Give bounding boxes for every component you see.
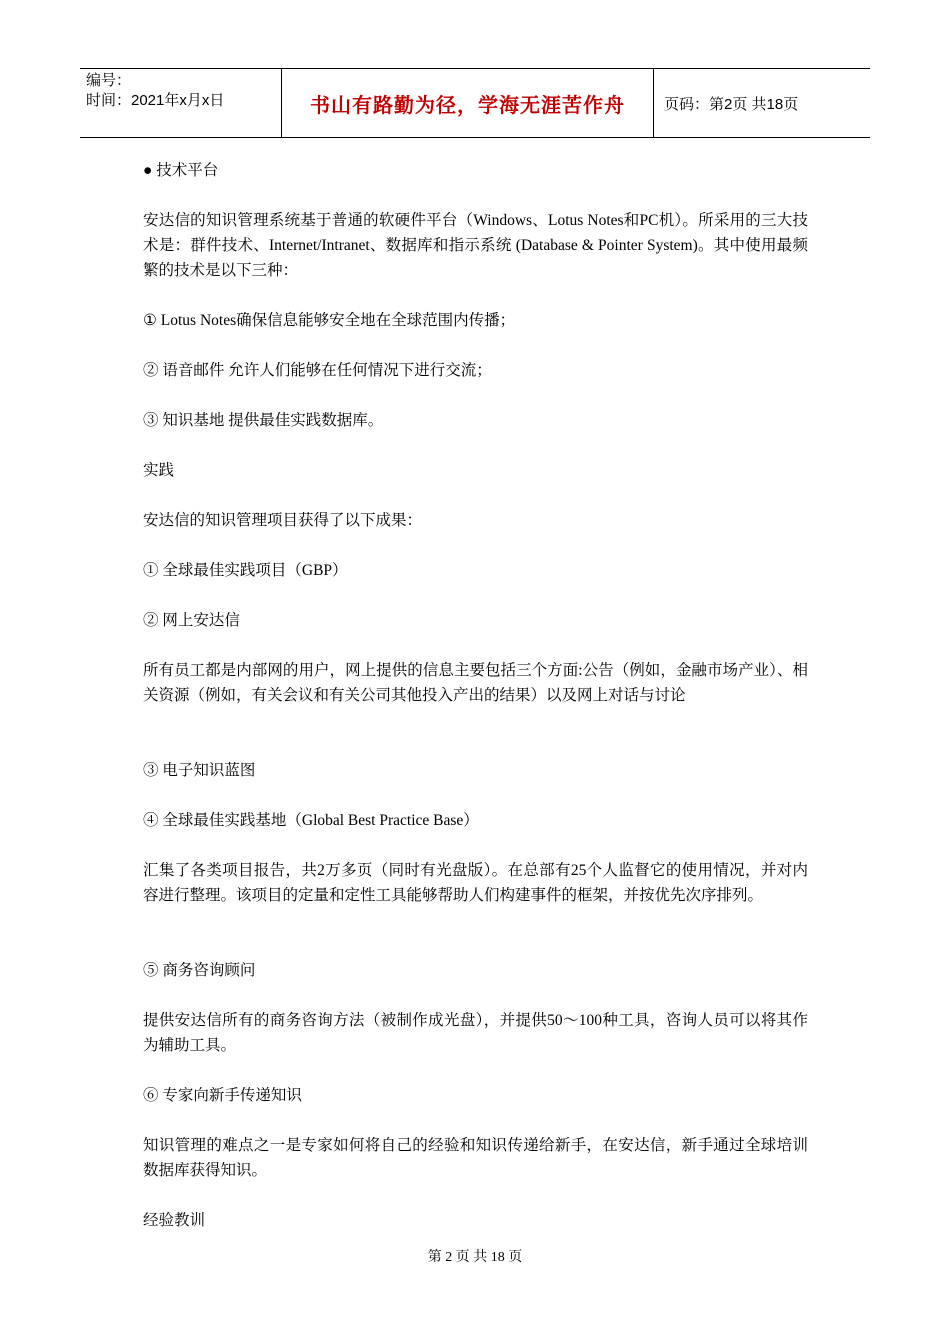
document-date-label: 时间：2021年x月x日 [86,92,225,109]
list-item-gbp: ① 全球最佳实践项目（GBP） [143,562,348,579]
paragraph-intranet-users: 所有员工都是内部网的用户，网上提供的信息主要包括三个方面:公告（例如，金融市场产业）、相关资源（例如，有关会议和有关公司其他投入产出的结果）以及网上对话与讨论 [143,662,808,704]
section-heading-tech-platform: ● 技术平台 [143,162,219,179]
list-item-online-andersen: ② 网上安达信 [143,612,240,629]
list-item-global-best-practice-base: ④ 全球最佳实践基地（Global Best Practice Base） [143,812,479,829]
document-number-label: 编号： [86,72,132,89]
list-item-lotus-notes: ① Lotus Notes确保信息能够安全地在全球范围内传播； [143,312,516,329]
header-motto: 书山有路勤为径，学海无涯苦作舟 [282,69,654,137]
paragraph-project-reports: 汇集了各类项目报告，共2万多页（同时有光盘版）。在总部有25个人监督它的使用情况，并对内容进行整理。该项目的定量和定性工具能够帮助人们构建事件的框架，并按优先次序排列。 [143,862,808,904]
list-item-expert-to-novice: ⑥ 专家向新手传递知识 [143,1087,302,1104]
paragraph-tech-platform: 安达信的知识管理系统基于普通的软硬件平台（Windows、Lotus Notes和PC机）。所采用的三大技术是：群件技术、Internet/Intranet、数据库和指示系统 (Database & Pointer System)。其中使用最频繁的技术是以下三种： [143,212,808,279]
list-item-business-consulting: ⑤ 商务咨询顾问 [143,962,256,979]
paragraph-knowledge-transfer: 知识管理的难点之一是专家如何将自己的经验和知识传递给新手，在安达信，新手通过全球培训数据库获得知识。 [143,1137,808,1179]
list-item-voice-mail: ② 语音邮件 允许人们能够在任何情况下进行交流； [143,362,492,379]
section-heading-practice: 实践 [143,462,175,479]
section-heading-lessons: 经验教训 [143,1212,206,1229]
paragraph-results-intro: 安达信的知识管理项目获得了以下成果： [143,512,423,529]
page-header [80,68,870,138]
list-item-knowledge-base: ③ 知识基地 提供最佳实践数据库。 [143,412,384,429]
paragraph-consulting-methods: 提供安达信所有的商务咨询方法（被制作成光盘），并提供50～100种工具，咨询人员可以将其作为辅助工具。 [143,1012,808,1054]
list-item-knowledge-map: ③ 电子知识蓝图 [143,762,256,779]
page-footer: 第 2 页 共 18 页 [427,1250,523,1265]
header-info-cell [80,69,282,137]
header-page-number: 页码：第2页 共18页 [664,95,799,113]
